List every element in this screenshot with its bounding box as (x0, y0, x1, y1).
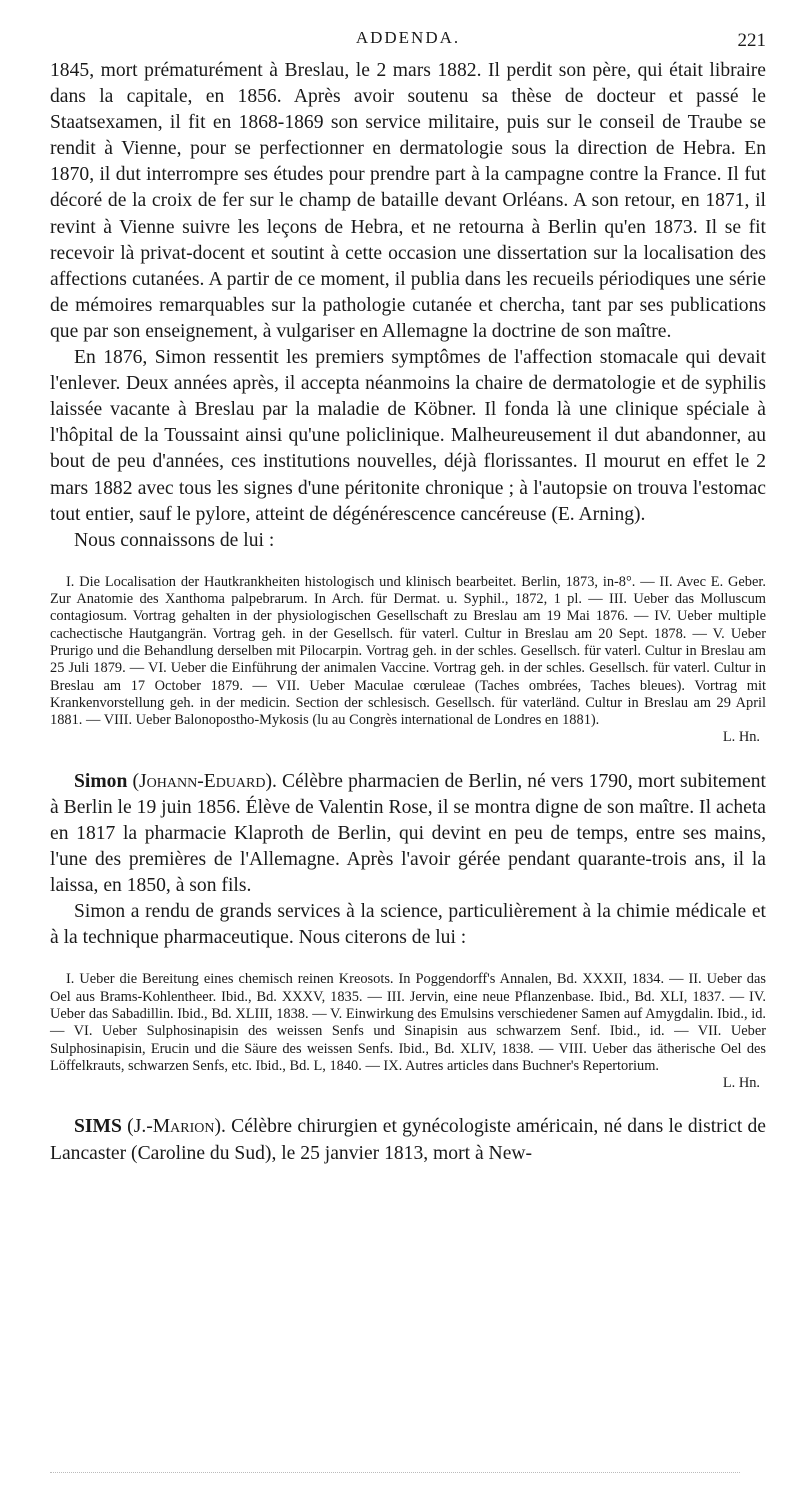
sims-entry (50, 1114, 766, 1166)
running-head (50, 28, 766, 58)
paragraph: Nous connaissons de lui : (74, 529, 275, 551)
bibliography-text: I. Ueber die Bereitung eines chemisch reinen Kreosots. In Poggendorff's Annalen, Bd. XXXII, 1834. — II. Ueber das Oel aus Brams-Kohlentheer. Ibid., Bd. XXXV, 1835. — III. Jervin, eine neue Pflanzenbase. Ibid., Bd. XLI, 1837. — IV. Ueber das Sabadillin. Ibid., Bd. XLIII, 1838. — V. Einwirkung des Emulsins verschiedener Samen auf Amygdalin. Ibid., id. — VI. Ueber Sulphosinapisin des weissen Senfs und Sinapisin aus schwarzem Senf. Ibid., id. — VII. Ueber Sulphosinapisin, Erucin und die Säure des weissen Senfs. Ibid., Bd. XLIV, 1838. — VIII. Ueber das ätherische Oel des Löffelkrauts, schwarzen Senfs, etc. Ibid., Bd. L, 1840. — IX. Autres articles dans Buchner's Repertorium. (50, 971, 766, 1074)
footer-dotted-rule (50, 1472, 740, 1473)
entry-text: Célèbre chirurgien et gynécologiste américain, né dans le district de Lancaster (Caroline du Sud), le 25 janvier 1813, mort à New- (50, 1116, 766, 1164)
entry-name: SIMS (74, 1116, 122, 1138)
simon-johann-bibliography (50, 971, 766, 1092)
paragraph: Simon a rendu de grands services à la science, particulièrement à la chimie médicale et à la technique pharmaceutique. Nous citerons de lui : (50, 901, 766, 949)
entry-firstnames: (Johann-Eduard). (132, 770, 277, 792)
simon-oskar-text (50, 58, 766, 554)
bibliography-text: I. Die Localisation der Hautkrankheiten histologisch und klinisch bearbeitet. Berlin, 1873, in-8°. — II. Avec E. Geber. Zur Anatomie des Xanthoma palpebrarum. In Arch. für Dermat. u. Syphil., 1872, 1 pl. — III. Ueber das Molluscum contagiosum. Vortrag gehalten in der physiologischen Gesellschaft zu Breslau am 19 Mai 1876. — IV. Ueber multiple cachectische Hautgangrän. Vortrag geh. in der Gesellsch. für vaterl. Cultur in Breslau am 20 Sept. 1878. — V. Ueber Prurigo und die Behandlung derselben mit Pilocarpin. Vortrag geh. in der schles. Gesellsch. für vaterl. Cultur in Breslau am 25 Juli 1879. — VI. Ueber die Einführung der animalen Vaccine. Vortrag geh. in der schles. Gesellsch. für vaterl. Cultur in Breslau am 17 October 1879. — VII. Ueber Maculae cœruleae (Taches ombrées, Taches bleues). Vortrag mit Krankenvorstellung geh. in der medicin. Section der schlesisch. Gesellsch. für vaterländ. Cultur in Breslau am 29 April 1881. — VIII. Ueber Balonopostho-Mykosis (lu au Congrès international de Londres en 1881). (50, 573, 766, 729)
author-signature: L. Hn. (722, 729, 760, 746)
page-number: 221 (737, 30, 766, 51)
entry-text: Célèbre pharmacien de Berlin, né vers 1790, mort subitement à Berlin le 19 juin 1856. Élève de Valentin Rose, il se montra digne de son maître. Il acheta en 1817 la pharmacie Klaproth de Berlin, qui devint en peu de temps, entre ses mains, l'une des premières de l'Allemagne. Après l'avoir gérée pendant quarante-trois ans, il la laissa, en 1850, à son fils. (50, 770, 766, 897)
simon-johann-entry (50, 769, 766, 952)
entry-firstnames: (J.-Marion). (127, 1116, 226, 1138)
simon-oskar-bibliography (50, 574, 766, 747)
paragraph: En 1876, Simon ressentit les premiers symptômes de l'affection stomacale qui devait l'enlever. Deux années après, il accepta néanmoins la chaire de dermatologie et de syphilis laissée vacante à Breslau par la maladie de Köbner. Il fonda là une clinique spéciale à l'hôpital de la Toussaint ainsi qu'une policlinique. Malheureusement il dut abandonner, au bout de peu d'années, ces institutions nouvelles, déjà florissantes. Il mourut en effet le 2 mars 1882 avec tous les signes d'une péritonite chronique ; à l'autopsie on trouva l'estomac tout entier, sauf le pylore, atteint de dégénérescence cancéreuse (E. Arning). (50, 347, 766, 525)
entry-name: Simon (74, 770, 128, 792)
entry-paragraph (50, 769, 766, 899)
paragraph: 1845, mort prématurément à Breslau, le 2 mars 1882. Il perdit son père, qui était libraire dans la capitale, en 1856. Après avoir soutenu sa thèse de docteur et passé le Staatsexamen, il fit en 1868-1869 son service militaire, puis sur le conseil de Traube se rendit à Vienne, pour se perfectionner en dermatologie sous la direction de Hebra. En 1870, il dut interrompre ses études pour prendre part à la campagne contre la France. Il fut décoré de la croix de fer sur le champ de bataille devant Orléans. A son retour, en 1871, il revint à Vienne suivre les leçons de Hebra, et ne retourna à Berlin qu'en 1873. Il se fit recevoir là privat-docent et soutint à cette occasion une dissertation sur la localisation des affections cutanées. A partir de ce moment, il publia dans les recueils périodiques une série de mémoires remarquables sur la pathologie cutanée et chercha, tant par ses publications que par son enseignement, à vulgariser en Allemagne la doctrine de son maître. (50, 60, 766, 342)
entry-paragraph (50, 1114, 766, 1166)
author-signature: L. Hn. (722, 1075, 760, 1092)
header-title: ADDENDA. (355, 28, 461, 47)
